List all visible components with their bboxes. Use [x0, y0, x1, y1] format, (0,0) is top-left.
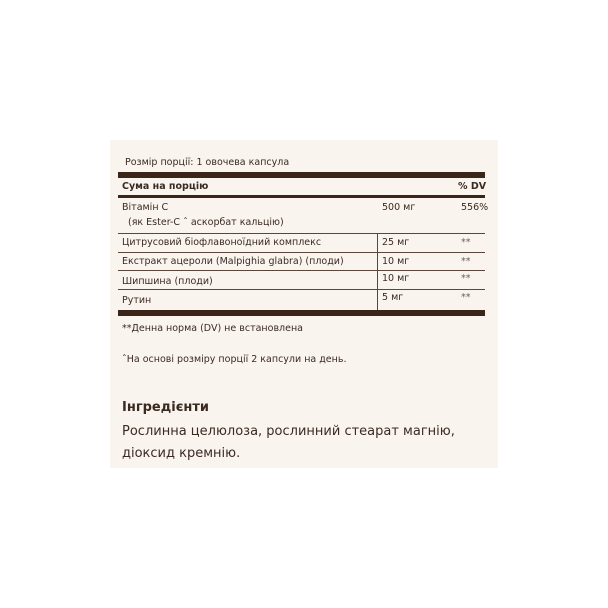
bottom-divider-bar — [118, 310, 485, 316]
nutrient-name: Шипшина (плоди) — [122, 276, 213, 287]
nutrient-amount: 10 мг — [382, 256, 410, 267]
nutrient-amount: 5 мг — [382, 292, 404, 303]
nutrient-row-vitamin-c — [118, 202, 489, 232]
nutrient-amount: 10 мг — [382, 273, 410, 284]
ingredients-title: Інгредієнти — [122, 400, 210, 415]
nutrient-row-rosehip — [118, 273, 485, 288]
nutrient-row-citrus-bioflavonoid — [118, 237, 485, 252]
top-divider-bar — [118, 172, 485, 178]
nutrient-dv: ** — [461, 256, 471, 267]
header-divider-bar — [118, 195, 485, 198]
serving-size: Розмір порції: 1 овочева капсула — [125, 157, 290, 168]
row-divider — [118, 270, 485, 271]
row-divider — [118, 289, 485, 290]
nutrient-row-acerola — [118, 256, 485, 271]
nutrient-dv: 556% — [461, 202, 489, 213]
dv-header: % DV — [458, 181, 487, 192]
serving-footnote: ˆНа основі розміру порції 2 капсули на день. — [122, 354, 347, 365]
column-divider — [377, 233, 378, 310]
row-divider — [118, 233, 485, 234]
row-divider — [118, 252, 485, 253]
nutrient-amount: 25 мг — [382, 237, 410, 248]
nutrient-name: Рутин — [122, 295, 152, 306]
nutrient-name-detail: (як Ester-C ˆ аскорбат кальцію) — [128, 217, 284, 228]
nutrient-dv: ** — [461, 273, 471, 284]
nutrient-name: Екстракт ацероли (Malpighia glabra) (плоди) — [122, 256, 344, 267]
nutrient-dv: ** — [461, 292, 471, 303]
ingredients-text: Рослинна целюлоза, рослинний стеарат магнію, діоксид кремнію. — [122, 424, 455, 461]
amount-per-serving-header: Сума на порцію — [122, 181, 209, 192]
nutrient-row-rutin — [118, 292, 485, 307]
nutrient-name: Вітамін С — [122, 202, 169, 213]
nutrient-amount: 500 мг — [382, 202, 416, 213]
dv-footnote: **Денна норма (DV) не встановлена — [122, 323, 303, 334]
nutrient-dv: ** — [461, 237, 471, 248]
nutrient-name: Цитрусовий біофлавоноїдний комплекс — [122, 237, 322, 248]
